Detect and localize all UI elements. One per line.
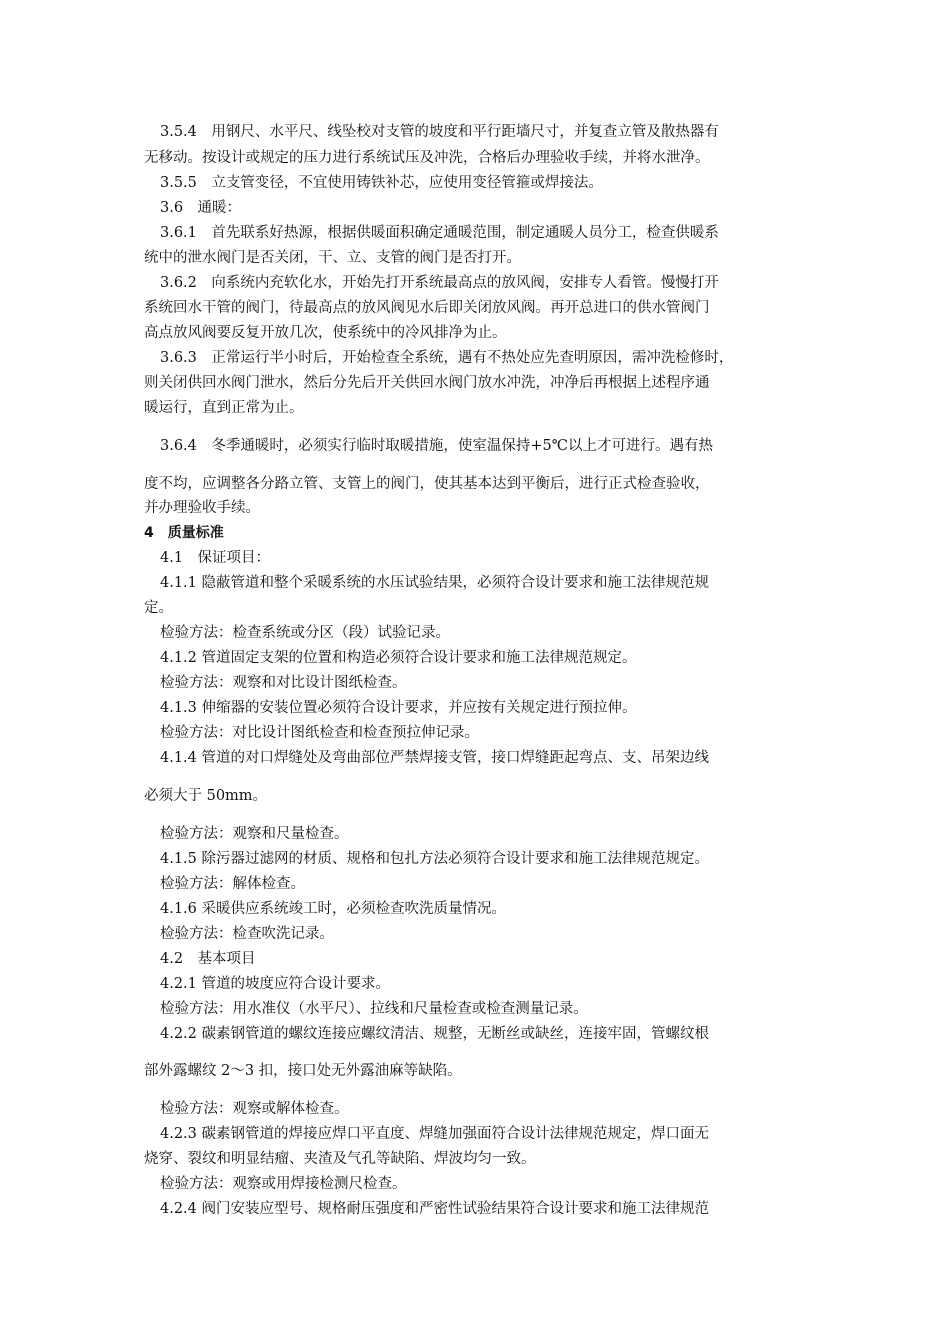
section-heading: 4.1 保证项目：	[160, 550, 271, 566]
text-line: 检验方法：解体检查。	[160, 876, 305, 892]
text-line: 高点放风阀要反复开放几次，使系统中的冷风排净为止。	[144, 325, 507, 341]
text-line: 无移动。按设计或规定的压力进行系统试压及冲洗，合格后办理验收手续，并将水泄净。	[144, 150, 710, 166]
text-line: 暖运行，直到正常为止。	[144, 400, 304, 416]
text-line: 检验方法：观察或解体检查。	[160, 1101, 349, 1117]
text-line: 检验方法：观察和对比设计图纸检查。	[160, 675, 407, 691]
text-line: 4.2.3 碳素钢管道的焊接应焊口平直度、焊缝加强面符合设计法律规范规定，焊口面无	[160, 1126, 710, 1142]
text-line: 4.1.1 隐蔽管道和整个采暖系统的水压试验结果，必须符合设计要求和施工法律规范规	[160, 575, 710, 591]
text-line: 3.6.2 向系统内充软化水，开始先打开系统最高点的放风阀，安排专人看管。慢慢打开	[160, 275, 719, 291]
text-line: 检验方法：用水准仪（水平尺）、拉线和尺量检查或检查测量记录。	[160, 1001, 588, 1017]
text-line: 烧穿、裂纹和明显结瘤、夹渣及气孔等缺陷、焊波均匀一致。	[144, 1151, 536, 1167]
text-line: 则关闭供回水阀门泄水，然后分先后开关供回水阀门放水冲洗，冲净后再根据上述程序通	[144, 375, 710, 391]
text-line: 部外露螺纹 2～3 扣，接口处无外露油麻等缺陷。	[144, 1063, 462, 1079]
chapter-heading: 4 质量标准	[144, 525, 224, 541]
text-line: 4.1.4 管道的对口焊缝处及弯曲部位严禁焊接支管，接口焊缝距起弯点、支、吊架边线	[160, 750, 710, 766]
text-line: 检验方法：检查吹洗记录。	[160, 926, 334, 942]
text-line: 3.6.1 首先联系好热源，根据供暖面积确定通暖范围，制定通暖人员分工，检查供暖系	[160, 225, 719, 241]
text-line: 度不均，应调整各分路立管、支管上的阀门，使其基本达到平衡后，进行正式检查验收，	[144, 476, 710, 492]
text-line: 3.6.3 正常运行半小时后，开始检查全系统，遇有不热处应先查明原因，需冲洗检修时，	[160, 350, 734, 366]
text-line: 定。	[144, 600, 173, 616]
text-line: 3.5.4 用钢尺、水平尺、线坠校对支管的坡度和平行距墙尺寸，并复查立管及散热器有	[160, 124, 719, 140]
text-line: 必须大于 50mm。	[144, 788, 268, 804]
text-line: 检验方法：观察或用焊接检测尺检查。	[160, 1176, 407, 1192]
text-line: 4.1.3 伸缩器的安装位置必须符合设计要求，并应按有关规定进行预拉伸。	[160, 700, 637, 716]
text-line: 系统回水干管的阀门，待最高点的放风阀见水后即关闭放风阀。再开总进口的供水管阀门	[144, 300, 710, 316]
text-line: 4.1.6 采暖供应系统竣工时，必须检查吹洗质量情况。	[160, 901, 507, 917]
section-heading: 4.2 基本项目	[160, 951, 256, 967]
text-line: 检验方法：对比设计图纸检查和检查预拉伸记录。	[160, 725, 479, 741]
text-line: 4.2.2 碳素钢管道的螺纹连接应螺纹清洁、规整，无断丝或缺丝，连接牢固，管螺纹根	[160, 1026, 710, 1042]
text-line: 3.5.5 立支管变径，不宜使用铸铁补芯，应使用变径管箍或焊接法。	[160, 175, 603, 191]
text-line: 4.1.2 管道固定支架的位置和构造必须符合设计要求和施工法律规范规定。	[160, 650, 637, 666]
section-heading: 3.6 通暖：	[160, 200, 242, 216]
text-line: 并办理验收手续。	[144, 500, 260, 516]
text-line: 统中的泄水阀门是否关闭，干、立、支管的阀门是否打开。	[144, 250, 521, 266]
text-line: 3.6.4 冬季通暖时，必须实行临时取暖措施，使室温保持+5℃以上才可进行。遇有热	[160, 438, 713, 454]
text-line: 4.2.1 管道的坡度应符合设计要求。	[160, 976, 391, 992]
text-line: 检验方法：观察和尺量检查。	[160, 826, 349, 842]
text-line: 4.1.5 除污器过滤网的材质、规格和包扎方法必须符合设计要求和施工法律规范规定。	[160, 851, 710, 867]
text-line: 4.2.4 阀门安装应型号、规格耐压强度和严密性试验结果符合设计要求和施工法律规范	[160, 1201, 710, 1217]
text-line: 检验方法：检查系统或分区（段）试验记录。	[160, 625, 450, 641]
